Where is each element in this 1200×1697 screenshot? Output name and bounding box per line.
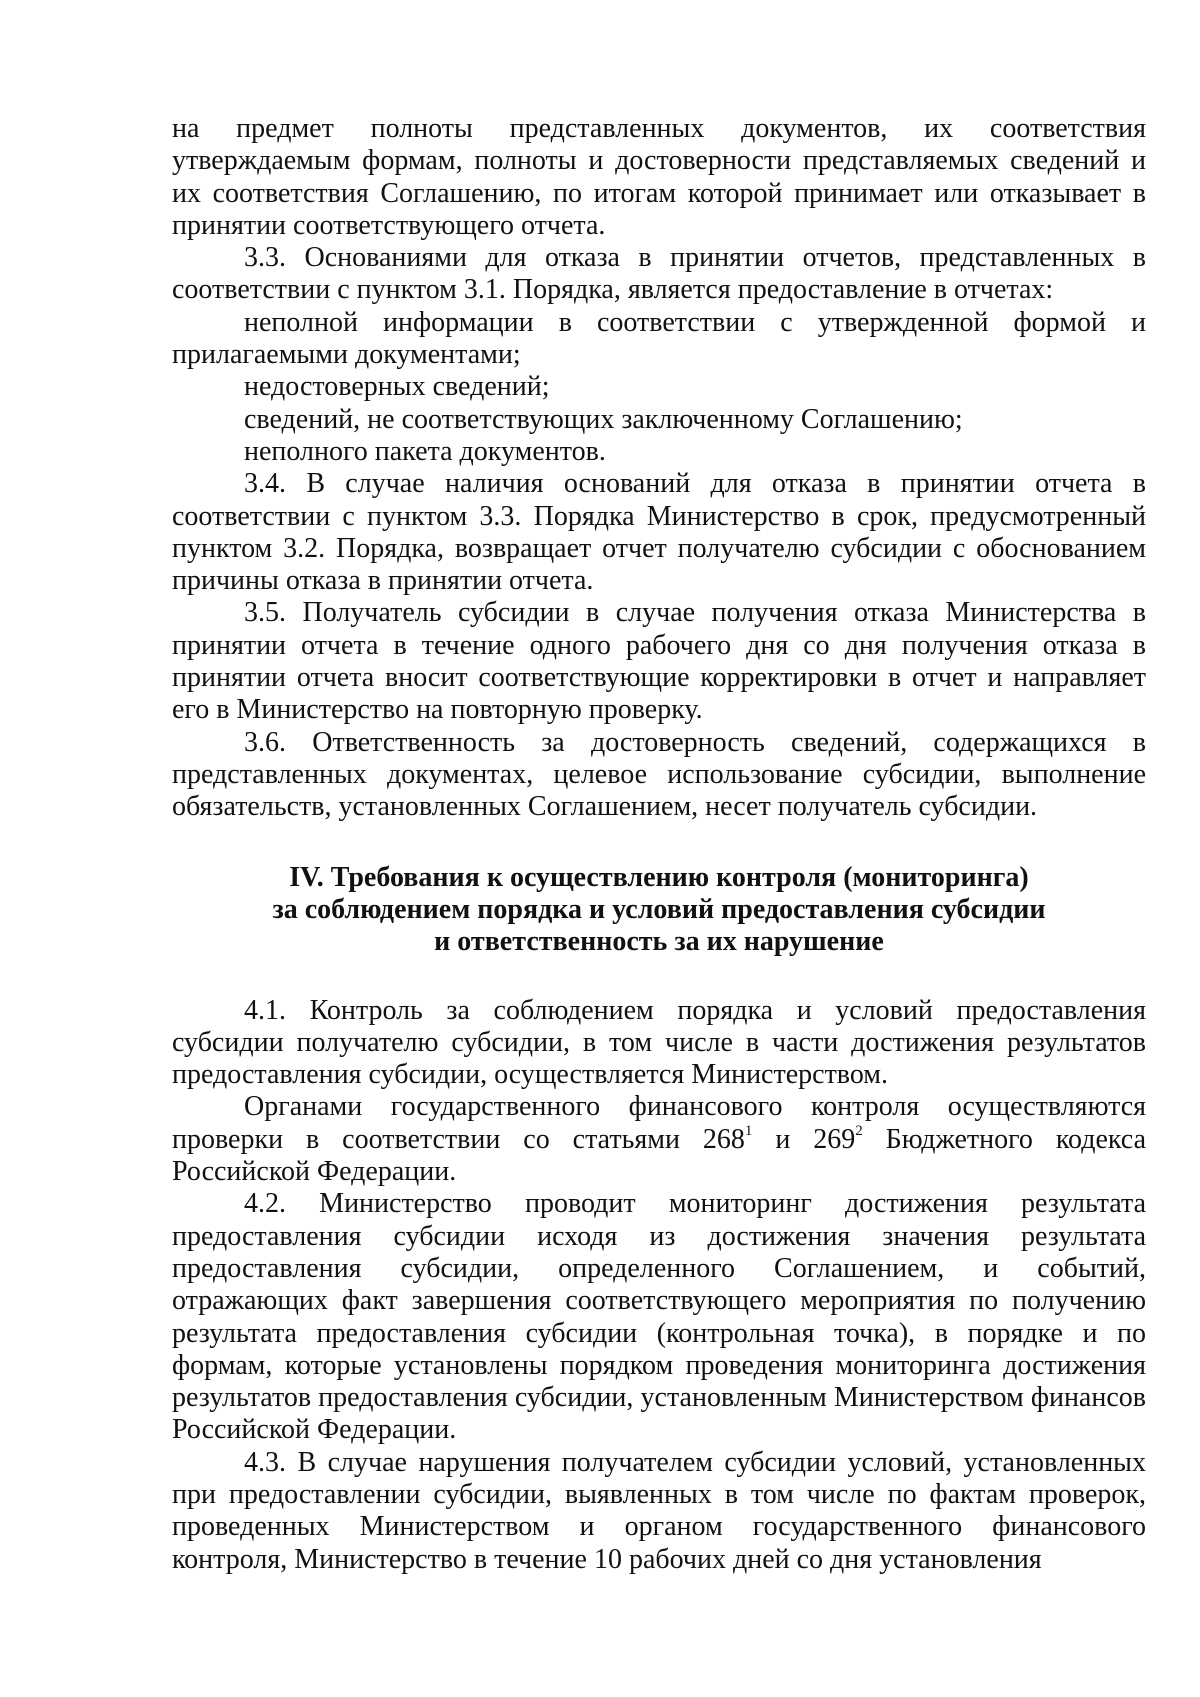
paragraph-4-3: 4.3. В случае нарушения получателем субсидии условий, установленных при предоставлении субсидии, выявленных в том числе по фактам проверок, проведенных Министерством и органом государственного финансового контроля, Министерство в течение 10 рабочих дней со дня установления xyxy=(172,1446,1146,1575)
footnote-superscript: 1 xyxy=(744,1122,753,1139)
list-item-nonconforming-info: сведений, не соответствующих заключенному Соглашению; xyxy=(244,403,963,435)
paragraph-3-5: 3.5. Получатель субсидии в случае получения отказа Министерства в принятии отчета в течение одного рабочего дня со дня получения отказа в принятии отчета вносит соответствующие корректировки в отчет и направляет его в Министерство на повторную проверку. xyxy=(172,597,1146,726)
paragraph-text: Органами государственного финансового контроля осуществляются проверки в соответствии со статьями 268 xyxy=(172,1091,1146,1155)
section-heading-iv xyxy=(172,862,1146,958)
paragraph-4-1: 4.1. Контроль за соблюдением порядка и условий предоставления субсидии получателю субсидии, в том числе в части достижения результатов предоставления субсидии, осуществляется Министерством. xyxy=(172,994,1146,1091)
paragraph-text: и 269 xyxy=(752,1123,856,1155)
section-heading-line: за соблюдением порядка и условий предоставления субсидии xyxy=(272,893,1046,925)
paragraph-4-2: 4.2. Министерство проводит мониторинг достижения результата предоставления субсидии исходя из достижения значения результата предоставления субсидии, определенного Соглашением, и событий, отражающих факт завершения соответствующего мероприятия по получению результата предоставления субсидии (контрольная точка), в порядке и по формам, которые установлены порядком проведения мониторинга достижения результатов предоставления субсидии, установленным Министерством финансов Российской Федерации. xyxy=(172,1188,1146,1446)
list-item-incomplete-package: неполного пакета документов. xyxy=(244,435,606,467)
section-heading-line: IV. Требования к осуществлению контроля (мониторинга) xyxy=(289,861,1029,893)
paragraph-text: Бюджетного кодекса Российской Федерации. xyxy=(172,1123,1147,1188)
list-item-incomplete-info: неполной информации в соответствии с утвержденной формой и прилагаемыми документами; xyxy=(172,306,1146,371)
paragraph-3-4: 3.4. В случае наличия оснований для отказа в принятии отчета в соответствии с пунктом 3.3. Порядка Министерство в срок, предусмотренный пунктом 3.2. Порядка, возвращает отчет получателю субсидии с обоснованием причины отказа в принятии отчета. xyxy=(172,468,1146,597)
paragraph-3-3: 3.3. Основаниями для отказа в принятии отчетов, представленных в соответствии с пунктом 3.1. Порядка, является предоставление в отчетах: xyxy=(172,242,1146,306)
paragraph-3-6: 3.6. Ответственность за достоверность сведений, содержащихся в представленных документах, целевое использование субсидии, выполнение обязательств, установленных Соглашением, несет получатель субсидии. xyxy=(172,726,1146,823)
footnote-superscript: 2 xyxy=(855,1122,863,1139)
paragraph-report-review: на предмет полноты представленных документов, их соответствия утверждаемым формам, полноты и достоверности представляемых сведений и их соответствия Соглашению, по итогам которой принимает или отказывает в принятии соответствующего отчета. xyxy=(172,113,1146,241)
list-item-unreliable-info: недостоверных сведений; xyxy=(244,371,550,403)
document-page xyxy=(172,113,1146,1576)
section-heading-line: и ответственность за их нарушение xyxy=(434,925,884,957)
paragraph-financial-control xyxy=(172,1091,1146,1188)
